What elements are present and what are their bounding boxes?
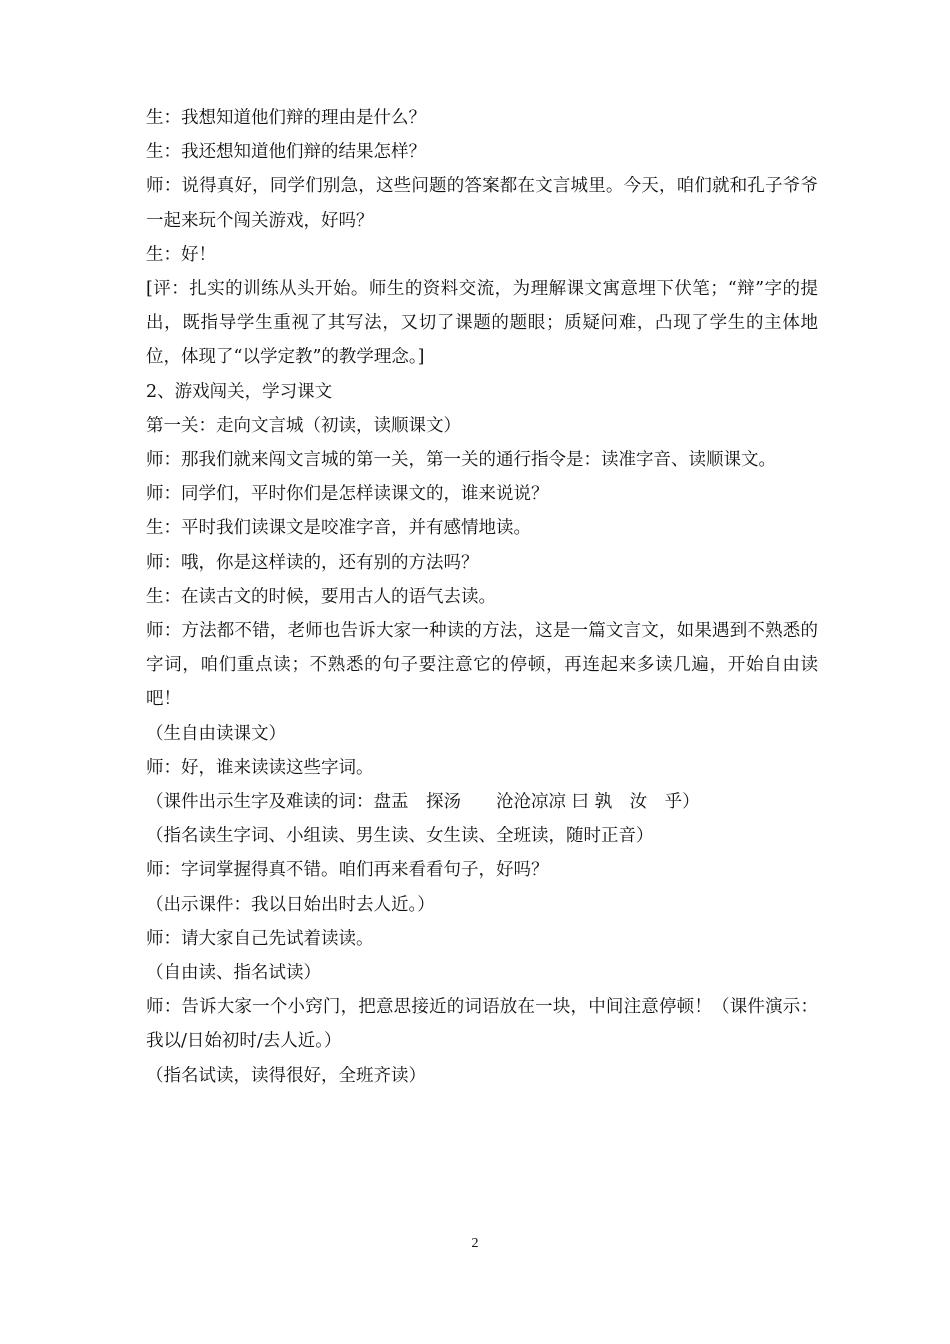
paragraph: （指名读生字词、小组读、男生读、女生读、全班读，随时正音） (146, 826, 654, 847)
paragraph: 师：说得真好，同学们别急，这些问题的答案都在文言城里。今天，咱们就和孔子爷爷一起来玩个闯关游戏，好吗？ (146, 176, 818, 231)
paragraph: （出示课件：我以日始出时去人近。） (146, 894, 435, 915)
paragraph: 生：好！ (146, 244, 216, 265)
paragraph: （课件出示生字及难读的词：盘盂 探汤 沧沧凉凉 曰 孰 汝 乎） (146, 792, 700, 813)
paragraph: 师：同学们，平时你们是怎样读课文的，谁来说说？ (146, 484, 549, 505)
paragraph: 生：我还想知道他们辩的结果怎样？ (146, 142, 426, 163)
body-text (146, 101, 818, 1093)
paragraph: （指名试读，读得很好，全班齐读） (146, 1065, 426, 1086)
paragraph: 师：方法都不错，老师也告诉大家一种读的方法，这是一篇文言文，如果遇到不熟悉的字词，咱们重点读；不熟悉的句子要注意它的停顿，再连起来多读几遍，开始自由读吧！ (146, 621, 818, 710)
paragraph: （自由读、指名试读） (146, 963, 321, 984)
paragraph: 师：哦，你是这样读的，还有别的方法吗？ (146, 552, 479, 573)
paragraph: 师：字词掌握得真不错。咱们再来看看句子，好吗？ (146, 860, 549, 881)
section-heading: 2、游戏闯关，学习课文 (146, 381, 333, 402)
paragraph: 第一关：走向文言城（初读，读顺课文） (146, 415, 461, 436)
paragraph: 生：在读古文的时候，要用古人的语气去读。 (146, 586, 496, 607)
paragraph: 生：平时我们读课文是咬准字音，并有感情地读。 (146, 518, 531, 539)
paragraph: 师：告诉大家一个小窍门，把意思接近的词语放在一块，中间注意停顿！（课件演示：我以/日始初时/去人近。） (146, 997, 818, 1052)
paragraph: 师：那我们就来闯文言城的第一关，第一关的通行指令是：读准字音、读顺课文。 (146, 450, 776, 471)
paragraph: 师：好，谁来读读这些字词。 (146, 757, 374, 778)
paragraph: 师：请大家自己先试着读读。 (146, 928, 374, 949)
paragraph: [评：扎实的训练从头开始。师生的资料交流，为理解课文寓意埋下伏笔；“辩”字的提出，既指导学生重视了其写法，又切了课题的题眼；质疑问难，凸现了学生的主体地位，体现了“以学定教”的教学理念。] (146, 279, 818, 368)
paragraph: 生：我想知道他们辩的理由是什么？ (146, 108, 426, 128)
paragraph: （生自由读课文） (146, 723, 286, 744)
page-number: 2 (471, 1236, 479, 1251)
